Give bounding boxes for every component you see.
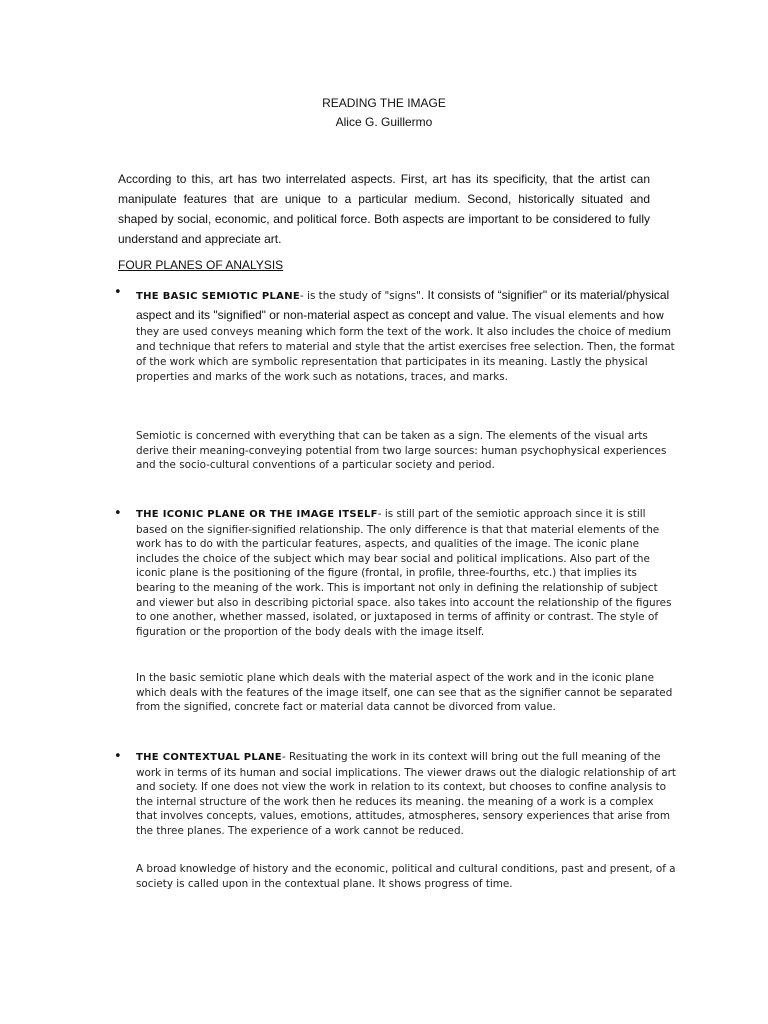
- document-author: Alice G. Guillermo: [335, 115, 433, 129]
- plane-semiotic-label: THE BASIC SEMIOTIC PLANE: [136, 291, 301, 302]
- plane-iconic: [136, 507, 676, 639]
- bullet-marker: •: [114, 506, 122, 521]
- plane-iconic-label: THE ICONIC PLANE OR THE IMAGE ITSELF: [136, 509, 378, 520]
- plane-semiotic-body: The visual elements and how they are used conveys meaning which form the text of the work. It also includes the choice of medium and technique that refers to material and style that the artist exercises free selection. Then, the format of the work which are symbolic representation that participates in its meaning. Lastly the physical properties and marks of the work such as notations, traces, and marks.: [136, 310, 675, 383]
- plane-contextual-body: - Resituating the work in its context will bring out the full meaning of the work in terms of its human and social implications. The viewer draws out the dialogic relationship of art and society. If one does not view the work in relation to its context, but chooses to confine analysis to the internal structure of the work then he reduces its meaning. the meaning of a work is a complex that involves concepts, values, emotions, attitudes, atmospheres, sensory experiences that arise from the three planes. The experience of a work cannot be reduced.: [136, 751, 676, 837]
- intro-paragraph: According to this, art has two interrelated aspects. First, art has its specificity, that the artist can manipulate features that are unique to a particular medium. Second, historically situated and shaped by social, economic, and political force. Both aspects are important to be considered to fully understand and appreciate art.: [118, 172, 650, 246]
- plane-contextual-label: THE CONTEXTUAL PLANE: [136, 752, 282, 763]
- plane-iconic-body: - is still part of the semiotic approach since it is still based on the signifier-signified relationship. The only difference is that that material elements of the work has to do with the particular features, aspects, and qualities of the image. The iconic plane includes the choice of the subject which may bear social and political implications. Also part of the iconic plane is the positioning of the figure (frontal, in profile, three-fourths, etc.) that implies its bearing to the meaning of the work. This is important not only in defining the relationship of subject and viewer but also in describing pictorial space. also takes into account the relationship of the figures to one another, whether massed, isolated, or juxtaposed in terms of affinity or contrast. The style of figuration or the proportion of the body deals with the image itself.: [136, 508, 672, 638]
- section-heading: FOUR PLANES OF ANALYSIS: [118, 258, 284, 272]
- iconic-note: In the basic semiotic plane which deals with the material aspect of the work and in the iconic plane which deals with the features of the image itself, one can see that as the signifier cannot be separated from the signified, concrete fact or material data cannot be divorced from value.: [136, 672, 673, 714]
- plane-semiotic-emphasis: It consists of “signifier" or its material/physical aspect and its "signified" or non-material aspect as concept and value.: [136, 288, 670, 322]
- bullet-marker: •: [114, 749, 122, 764]
- plane-semiotic: [136, 285, 676, 385]
- semiotic-note: Semiotic is concerned with everything that can be taken as a sign. The elements of the visual arts derive their meaning-conveying potential from two large sources: human psychophysical experiences and the socio-cultural conventions of a particular society and period.: [136, 430, 667, 472]
- contextual-note: A broad knowledge of history and the economic, political and cultural conditions, past and present, of a society is called upon in the contextual plane. It shows progress of time.: [136, 863, 676, 890]
- document-title: READING THE IMAGE: [322, 96, 446, 110]
- plane-semiotic-lead: - is the study of "signs".: [300, 290, 428, 302]
- bullet-marker: •: [114, 285, 122, 300]
- plane-contextual: [136, 750, 676, 839]
